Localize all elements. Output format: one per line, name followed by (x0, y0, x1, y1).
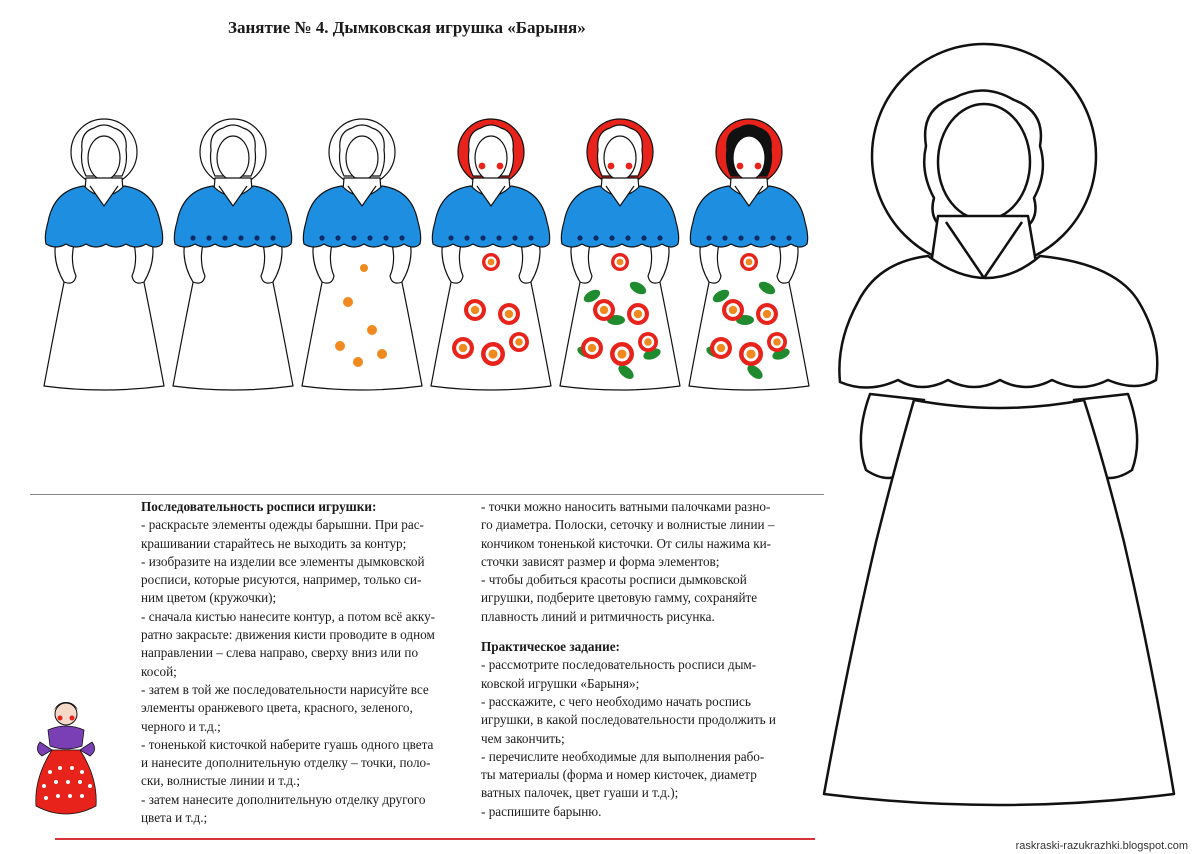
cape-dot (770, 235, 775, 240)
divider-line (30, 494, 824, 495)
cape-dot (448, 235, 453, 240)
doll-step-4 (431, 119, 551, 390)
left-lines-line: - изобразите на изделии все элементы дымковской (141, 553, 425, 569)
doll-face (604, 136, 636, 180)
cape-dot (319, 235, 324, 240)
left-lines-line: - сначала кистью нанесите контур, а потом всё акку- (141, 608, 436, 624)
cape-dot (190, 235, 195, 240)
cape-dot (464, 235, 469, 240)
right-lines-line: кончиком тоненькой кисточки. От силы нажима ки- (481, 535, 772, 551)
task-lines-line: игрушки, в какой последовательности продолжить и (481, 712, 776, 728)
left-lines-line: ски, волнистые линии и т.д.; (141, 773, 300, 789)
cape-dot (641, 235, 646, 240)
doll-step-2 (173, 119, 293, 390)
task-heading: Практическое задание: (481, 639, 620, 655)
skirt-dot (335, 341, 345, 351)
left-lines-line: черного и т.д.; (141, 718, 221, 734)
left-lines-line: росписи, которые рисуются, например, только си- (141, 572, 422, 588)
painted-doll-thumbnail (26, 694, 106, 824)
doll-step-3 (302, 119, 422, 390)
cape-dot (754, 235, 759, 240)
cape-dot (722, 235, 727, 240)
cape-dot (367, 235, 372, 240)
cheek-right (626, 163, 633, 170)
left-lines-line: - затем нанесите дополнительную отделку другого (141, 791, 426, 807)
task-lines-line: - перечислите необходимые для выполнения рабо- (481, 748, 765, 764)
task-lines-line: - расскажите, с чего необходимо начать роспись (481, 693, 751, 709)
cape-dot (222, 235, 227, 240)
cape-dot (593, 235, 598, 240)
left-lines-line: крашивании старайтесь не выходить за контур; (141, 535, 407, 551)
skirt-dot (367, 325, 377, 335)
coloring-doll-outline (818, 42, 1180, 812)
instructions-column (141, 498, 469, 827)
cape-dot (206, 235, 211, 240)
instructions-heading: Последовательность росписи игрушки: (141, 499, 377, 514)
right-lines-line: игрушки, подберите цветовую гамму, сохраняйте (481, 590, 758, 606)
task-text (481, 656, 810, 821)
cape-dot (496, 235, 501, 240)
task-lines-line: - распишите барыню. (481, 803, 602, 819)
doll-face (88, 136, 120, 180)
left-lines-line: ним цветом (кружочки); (141, 590, 277, 606)
task-lines-line: ковской игрушки «Барыня»; (481, 675, 640, 691)
bottom-rule (55, 838, 815, 840)
task-lines-line: чем закончить; (481, 730, 565, 746)
doll-face (217, 136, 249, 180)
cape-dot (480, 235, 485, 240)
painting-steps-illustration (0, 0, 820, 400)
left-lines-line: направлении – слева направо, сверху вниз или по (141, 645, 419, 661)
cheek-left (737, 163, 744, 170)
cape-dot (738, 235, 743, 240)
watermark: raskraski-razukrazhki.blogspot.com (1015, 840, 1188, 852)
right-lines-line: плавность линий и ритмичность рисунка. (481, 608, 715, 624)
task-lines-line: - рассмотрите последовательность росписи дым- (481, 657, 757, 673)
cape-dot (609, 235, 614, 240)
left-lines-line: - раскрасьте элементы одежды барышни. При рас- (141, 517, 424, 533)
skirt-dot (377, 349, 387, 359)
cape-dot (399, 235, 404, 240)
instructions-text (141, 516, 469, 827)
skirt-dot (360, 264, 368, 272)
doll-step-1 (44, 119, 164, 390)
cape-dot (383, 235, 388, 240)
cheek-right (755, 163, 762, 170)
left-lines-line: цвета и т.д.; (141, 810, 208, 826)
skirt-dot (353, 357, 363, 367)
cape-dot (706, 235, 711, 240)
cheek-right (497, 163, 504, 170)
cape-dot (625, 235, 630, 240)
right-lines-line: го диаметра. Полоски, сеточку и волнистые линии – (481, 517, 775, 533)
tips-column (481, 498, 810, 821)
left-lines-line: - затем в той же последовательности нарисуйте все (141, 681, 429, 697)
doll-face (733, 136, 765, 180)
left-lines-line: косой; (141, 663, 177, 679)
left-lines-line: - тоненькой кисточкой наберите гуашь одного цвета (141, 736, 434, 752)
cape-dot (786, 235, 791, 240)
doll-step-6 (689, 119, 809, 390)
cape-dot (270, 235, 275, 240)
left-lines-line: и нанесите дополнительную отделку – точки, поло- (141, 755, 431, 771)
task-lines-line: ватных палочек, цвет гуаши и т.д.); (481, 785, 679, 801)
cape-dot (238, 235, 243, 240)
cape-dot (577, 235, 582, 240)
right-lines-line: сточки зависят размер и форма элементов; (481, 553, 720, 569)
cheek-left (608, 163, 615, 170)
page-title: Занятие № 4. Дымковская игрушка «Барыня» (228, 18, 586, 37)
doll-step-5 (560, 119, 680, 390)
tips-text (481, 498, 810, 626)
task-lines-line: ты материалы (форма и номер кисточек, диаметр (481, 767, 757, 783)
right-lines-line: - точки можно наносить ватными палочками разно- (481, 499, 771, 514)
cape-dot (254, 235, 259, 240)
skirt-dot (343, 297, 353, 307)
cape-dot (335, 235, 340, 240)
cape-dot (657, 235, 662, 240)
cape-dot (512, 235, 517, 240)
doll-face (346, 136, 378, 180)
cheek-left (479, 163, 486, 170)
cape-dot (528, 235, 533, 240)
cape-dot (351, 235, 356, 240)
doll-face (475, 136, 507, 180)
left-lines-line: ратно закрасьте: движения кисти проводите в одном (141, 627, 435, 643)
right-lines-line: - чтобы добиться красоты росписи дымковской (481, 572, 747, 588)
left-lines-line: элементы оранжевого цвета, красного, зеленого, (141, 700, 413, 716)
